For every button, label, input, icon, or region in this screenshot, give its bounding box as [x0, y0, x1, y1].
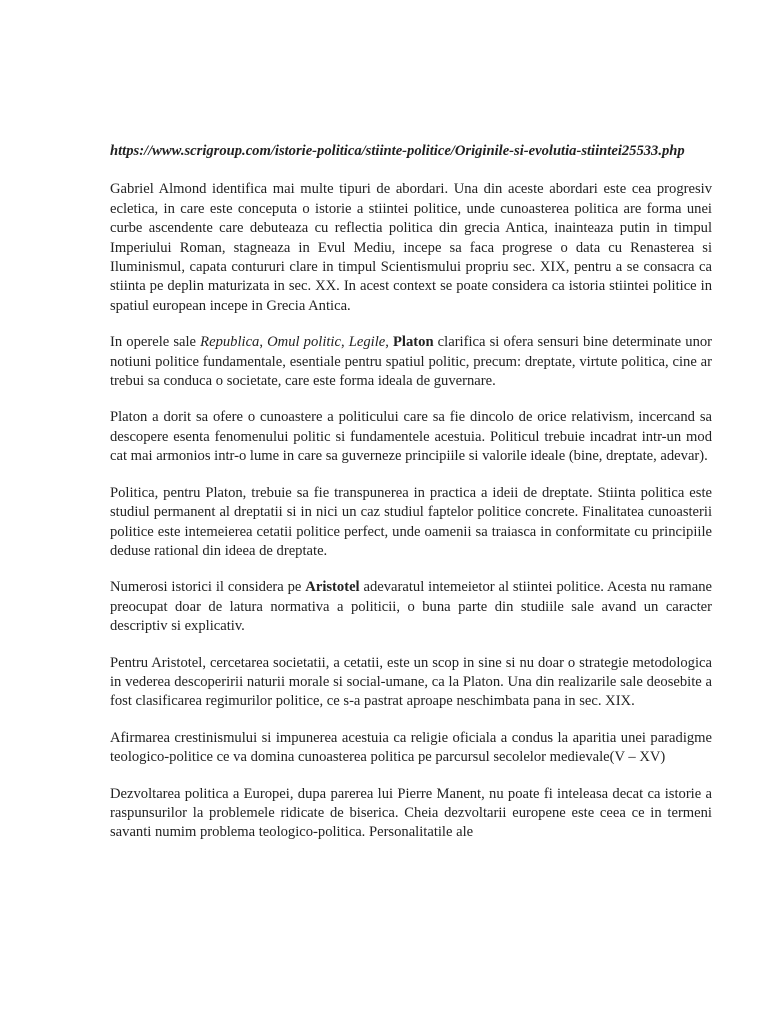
paragraph-platon-works	[110, 333, 712, 391]
paragraph-aristotel-research: Pentru Aristotel, cercetarea societatii, a cetatii, este un scop in sine si nu doar o strategie metodologica in vederea descoperirii naturii morale si social-umane, ca la Platon. Una din realizarile sale deosebite a fost clasificarea regimurilor politice, ce s-a pastrat aproape neschimbata pana in sec. XIX.	[110, 654, 712, 710]
paragraph-platon-politics: Politica, pentru Platon, trebuie sa fie transpunerea in practica a ideii de dreptate. Stiinta politica este studiul permanent al dreptatii si in nici un caz studiul faptelor politice concrete. Finalitatea cunoasterii politice este intemeierea cetatii politice perfect, unde oamenii sa traiasca in conformitate cu principiile deduse rational din ideea de dreptate.	[110, 484, 712, 559]
paragraph-platon-knowledge: Platon a dorit sa ofere o cunoastere a politicului care sa fie dincolo de orice relativism, incercand sa descopere esenta fenomenului politic si fundamentele acestuia. Politicul trebuie incadrat intr-un mod cat mai armonios intr-o lume in care sa guverneze principiile si valorile ideale (bine, dreptate, adevar).	[110, 409, 712, 465]
text-segment: Numerosi istorici il considera pe	[110, 579, 306, 596]
paragraph-christianity: Afirmarea crestinismului si impunerea acestuia ca religie oficiala a condus la aparitia unei paradigme teologico-politice ce va domina cunoasterea politica pe parcursul secolelor medievale(V – XV)	[110, 729, 712, 766]
separator: ,	[259, 334, 268, 351]
paragraph-europe-development: Dezvoltarea politica a Europei, dupa parerea lui Pierre Manent, nu poate fi inteleasa decat ca istorie a raspunsurilor la problemele ridicate de biserica. Cheia dezvoltarii europene este ceea ce in termeni savanti numim problema teologico-politica. Personalitatile ale	[110, 785, 712, 841]
separator: ,	[340, 334, 349, 351]
work-title-legile: Legile	[348, 334, 386, 351]
name-platon: Platon	[393, 334, 434, 351]
name-aristotel: Aristotel	[305, 579, 360, 596]
work-title-republica: Republica	[200, 334, 260, 351]
paragraph-aristotel-founder	[110, 578, 712, 636]
source-url[interactable]: https://www.scrigroup.com/istorie-politica/stiinte-politice/Originile-si-evolutia-stiintei25533.php	[110, 143, 685, 159]
text-segment: In operele sale	[110, 334, 201, 351]
paragraph-almond: Gabriel Almond identifica mai multe tipuri de abordari. Una din aceste abordari este cea progresiv ecletica, in care este conceputa o istorie a stiintei politice, unde cunoasterea politica are forma unei curbe ascendente care debuteaza cu reflectia politica din grecia Antica, inainteaza putin in timpul Imperiului Roman, stagneaza in Evul Mediu, incepe sa faca progrese o data cu Renasterea si Iluminismul, capata contururi clare in timpul Scientismului propriu sec. XIX, pentru a se consacra ca stiinta pe deplin maturizata in sec. XX. In acest context se poate considera ca istoria stiintei politice in spatiul european incepe in Grecia Antica.	[110, 181, 712, 314]
document-page	[110, 142, 712, 860]
separator: ,	[385, 334, 394, 351]
text-segment: clarifica si ofera sensuri bine determinate unor notiuni politice fundamentale, esentiale pentru spatiul politic, precum: dreptate, virtute politica, cine ar trebui sa conduca o societate, care este forma ideala de guvernare.	[110, 334, 713, 390]
work-title-omul-politic: Omul politic	[267, 334, 341, 351]
text-segment: adevaratul intemeietor al stiintei politice. Acesta nu ramane preocupat doar de latura normativa a politicii, o buna parte din studiile sale avand un caracter descriptiv si explicativ.	[110, 579, 712, 635]
